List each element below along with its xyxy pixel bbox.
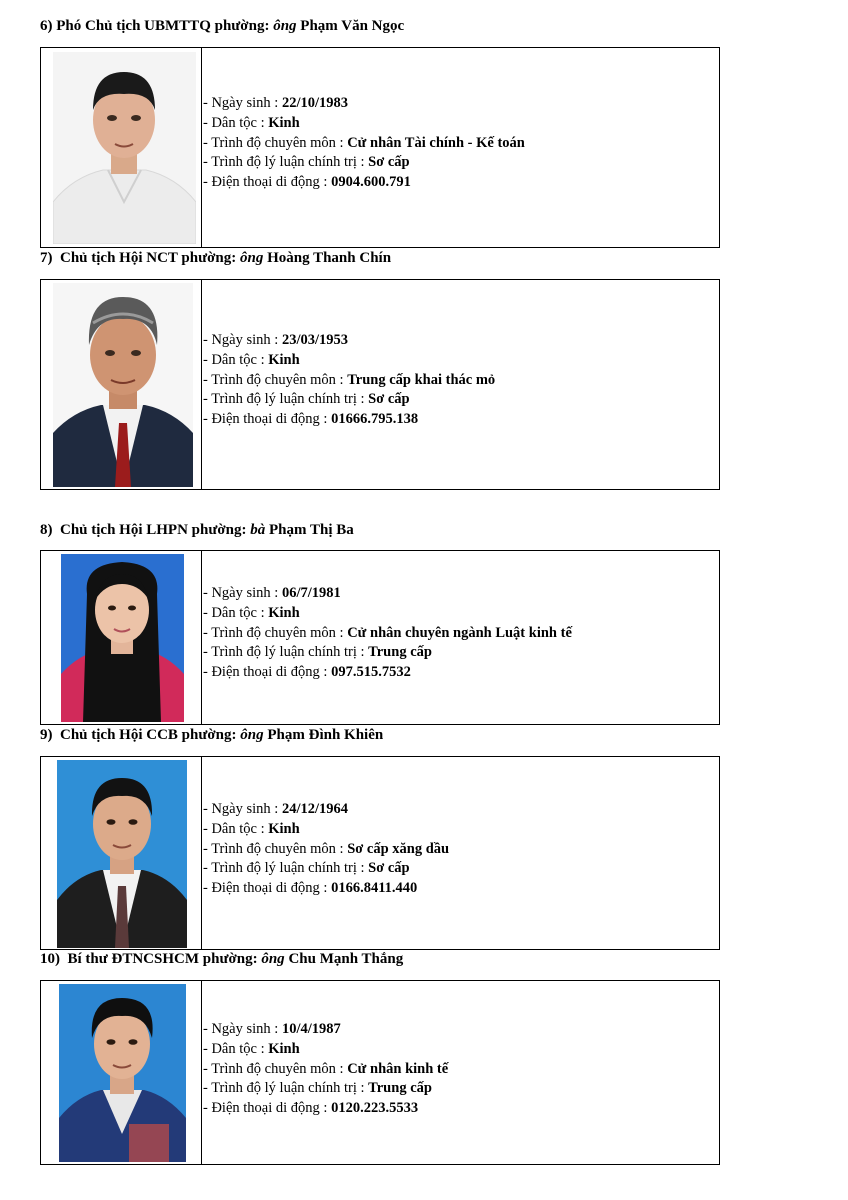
honorific: bà — [250, 522, 266, 538]
birth-line: - Ngày sinh : 24/12/1964 — [203, 801, 348, 817]
info-block — [203, 1020, 448, 1119]
profile-card-7 — [40, 279, 720, 490]
phone-value: 097.515.7532 — [331, 664, 411, 681]
person-name: Phạm Văn Ngọc — [300, 18, 405, 34]
phone-value: 0904.600.791 — [331, 174, 411, 191]
photo-cell — [41, 551, 202, 724]
item-number: 9) — [40, 727, 53, 743]
portrait-photo-icon — [61, 554, 184, 722]
info-block — [203, 94, 525, 193]
info-block — [203, 800, 449, 899]
phone-value: 01666.795.138 — [331, 411, 419, 428]
politics-line: - Trình độ lý luận chính trị : Trung cấp — [203, 1080, 432, 1097]
expertise-line: - Trình độ chuyên môn : Sơ cấp xăng dầu — [203, 840, 450, 857]
ethnicity-value: Kinh — [268, 604, 300, 621]
portrait-photo-icon — [59, 984, 186, 1162]
person-name: Phạm Đình Khiên — [267, 727, 384, 743]
phone-line: - Điện thoại di động : 0120.223.5533 — [203, 1100, 419, 1117]
expertise-value: Cử nhân chuyên ngành Luật kinh tế — [347, 624, 572, 641]
birth-line: - Ngày sinh : 22/10/1983 — [203, 95, 348, 111]
portrait-man-dark-suit-icon — [57, 760, 187, 948]
ethnicity-value: Kinh — [268, 1040, 300, 1057]
item-number: 7) — [40, 250, 53, 266]
phone-line: - Điện thoại di động : 0166.8411.440 — [203, 880, 418, 897]
expertise-line: - Trình độ chuyên môn : Cử nhân chuyên ngành Luật kinh tế — [203, 624, 572, 641]
portrait-photo-icon — [53, 283, 193, 487]
phone-line: - Điện thoại di động : 097.515.7532 — [203, 664, 411, 681]
ethnicity-value: Kinh — [268, 351, 300, 368]
birth-value: 24/12/1964 — [281, 801, 348, 817]
photo-cell — [41, 981, 202, 1164]
ethnicity-line: - Dân tộc : Kinh — [203, 114, 300, 131]
item-number: 6) — [40, 18, 53, 34]
politics-value: Trung cấp — [368, 644, 432, 661]
ethnicity-value: Kinh — [268, 114, 300, 131]
birth-value: 10/4/1987 — [281, 1021, 341, 1037]
info-block — [203, 331, 495, 430]
person-name: Chu Mạnh Thắng — [288, 951, 404, 967]
portrait-photo-icon — [53, 52, 196, 244]
role-title: Chủ tịch Hội CCB phường: — [60, 727, 237, 743]
expertise-line: - Trình độ chuyên môn : Cử nhân kinh tế — [203, 1060, 449, 1077]
birth-line: - Ngày sinh : 10/4/1987 — [203, 1021, 341, 1037]
phone-value: 0120.223.5533 — [331, 1100, 419, 1117]
role-title: Chủ tịch Hội LHPN phường: — [60, 522, 247, 538]
birth-line: - Ngày sinh : 23/03/1953 — [203, 332, 348, 348]
ethnicity-line: - Dân tộc : Kinh — [203, 604, 300, 621]
photo-cell — [41, 280, 202, 489]
portrait-young-man-icon — [59, 984, 186, 1162]
portrait-woman-pink-jacket-icon — [61, 554, 184, 722]
ethnicity-line: - Dân tộc : Kinh — [203, 1040, 300, 1057]
photo-cell — [41, 48, 202, 247]
honorific: ông — [240, 250, 264, 266]
portrait-man-white-shirt-icon — [53, 52, 196, 244]
person-name: Phạm Thị Ba — [269, 522, 354, 538]
ethnicity-line: - Dân tộc : Kinh — [203, 820, 300, 837]
expertise-value: Cử nhân kinh tế — [347, 1060, 449, 1077]
person-name: Hoàng Thanh Chín — [267, 250, 392, 266]
politics-value: Sơ cấp — [368, 860, 410, 877]
role-title: Phó Chủ tịch UBMTTQ phường: — [56, 18, 270, 34]
expertise-line: - Trình độ chuyên môn : Cử nhân Tài chính - Kế toán — [203, 134, 525, 151]
honorific: ông — [273, 18, 297, 34]
expertise-value: Sơ cấp xăng dầu — [347, 840, 450, 857]
honorific: ông — [240, 727, 264, 743]
profile-card-9 — [40, 756, 720, 950]
heading-person-8 — [40, 522, 354, 539]
politics-value: Sơ cấp — [368, 154, 410, 171]
role-title: Chủ tịch Hội NCT phường: — [60, 250, 237, 266]
ethnicity-line: - Dân tộc : Kinh — [203, 351, 300, 368]
expertise-value: Cử nhân Tài chính - Kế toán — [347, 134, 525, 151]
heading-person-9 — [40, 727, 383, 744]
birth-value: 06/7/1981 — [281, 585, 341, 601]
profile-card-6 — [40, 47, 720, 248]
item-number: 8) — [40, 522, 53, 538]
politics-line: - Trình độ lý luận chính trị : Trung cấp — [203, 644, 432, 661]
birth-line: - Ngày sinh : 06/7/1981 — [203, 585, 341, 601]
profile-card-8 — [40, 550, 720, 725]
phone-line: - Điện thoại di động : 01666.795.138 — [203, 411, 419, 428]
politics-line: - Trình độ lý luận chính trị : Sơ cấp — [203, 391, 410, 408]
politics-line: - Trình độ lý luận chính trị : Sơ cấp — [203, 860, 410, 877]
item-number: 10) — [40, 951, 60, 967]
politics-line: - Trình độ lý luận chính trị : Sơ cấp — [203, 154, 410, 171]
photo-cell — [41, 757, 202, 949]
info-block — [203, 584, 572, 683]
politics-value: Sơ cấp — [368, 391, 410, 408]
birth-value: 22/10/1983 — [281, 95, 348, 111]
portrait-photo-icon — [57, 760, 187, 948]
heading-person-6 — [40, 18, 404, 35]
politics-value: Trung cấp — [368, 1080, 432, 1097]
ethnicity-value: Kinh — [268, 820, 300, 837]
expertise-line: - Trình độ chuyên môn : Trung cấp khai thác mỏ — [203, 371, 496, 388]
role-title: Bí thư ĐTNCSHCM phường: — [67, 951, 258, 967]
heading-person-7 — [40, 250, 391, 267]
phone-line: - Điện thoại di động : 0904.600.791 — [203, 174, 411, 191]
portrait-man-suit-icon — [53, 283, 193, 487]
expertise-value: Trung cấp khai thác mỏ — [347, 371, 496, 388]
heading-person-10 — [40, 951, 403, 968]
profile-card-10 — [40, 980, 720, 1165]
birth-value: 23/03/1953 — [281, 332, 348, 348]
phone-value: 0166.8411.440 — [331, 880, 418, 897]
honorific: ông — [261, 951, 285, 967]
